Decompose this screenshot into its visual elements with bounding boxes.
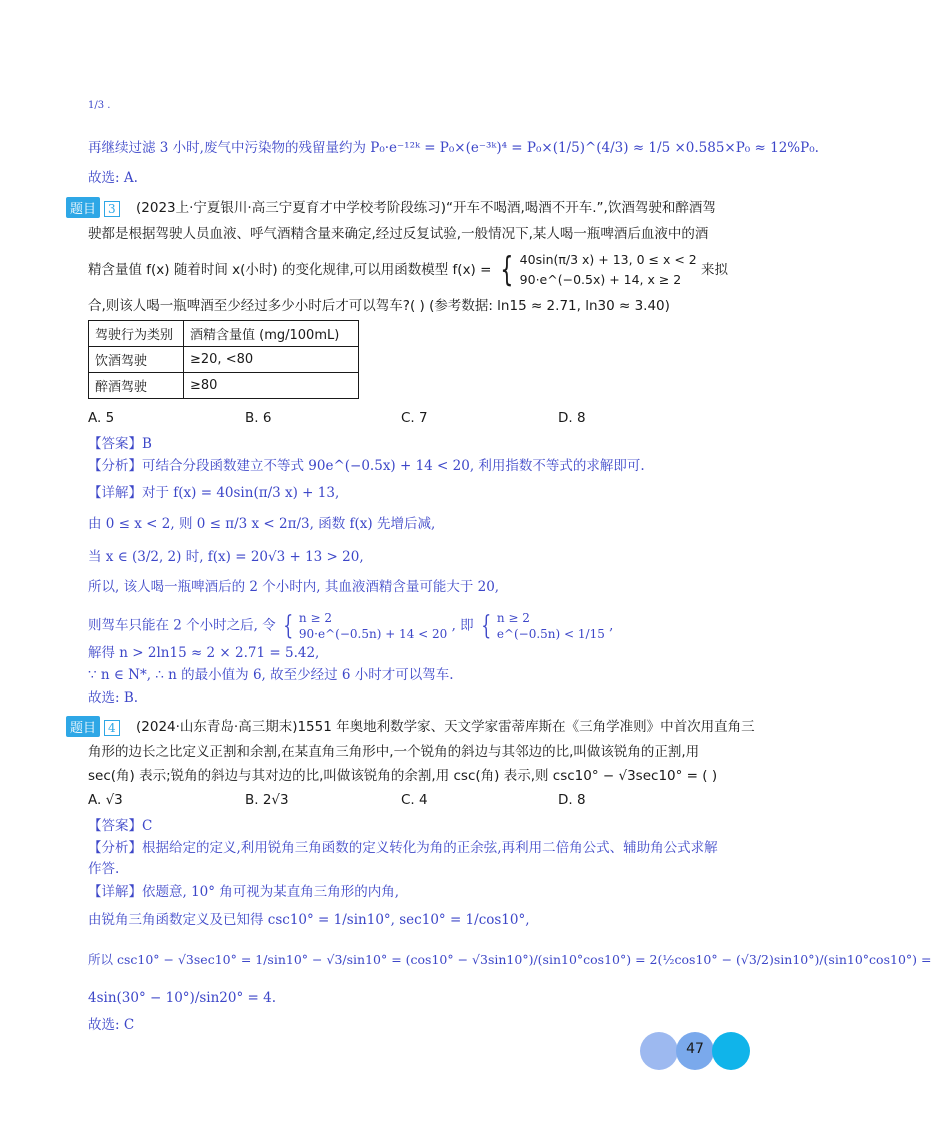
alcohol-table (88, 320, 359, 399)
q3-line4: 合,则该人喝一瓶啤酒至少经过多少小时后才可以驾车?( ) (参考数据: ln15 ≈ 2.71, ln30 ≈ 3.40) (88, 298, 670, 314)
system-1 (299, 610, 447, 642)
badge-circle (640, 1032, 678, 1070)
table-row (89, 347, 359, 373)
top-fragment: 1/3 . (88, 100, 111, 111)
brace: { (500, 250, 514, 290)
q3-detail2: 由 0 ≤ x < 2, 则 0 ≤ π/3 x < 2π/3, 函数 f(x) 先增后减, (88, 516, 436, 532)
q4-detail3: 所以 csc10° − √3sec10° = 1/sin10° − √3/sin10° = (cos10° − √3sin10°)/(sin10°cos10°) = 2(½cos10° − (√3/2)sin10°)/(sin10°cos10°) = (88, 952, 931, 967)
q4-line3: sec(角) 表示;锐角的斜边与其对边的比,叫做该锐角的余割,用 csc(角) 表示,则 csc10° − √3sec10° = ( ) (88, 768, 718, 784)
system-2-row: e^(−0.5n) < 1/15 (496, 627, 605, 641)
option-d[interactable]: D. 8 (558, 410, 586, 426)
q3-detail5 (88, 610, 613, 642)
p1-line1: 再继续过滤 3 小时,废气中污染物的残留量约为 P₀·e⁻¹²ᵏ = P₀×(e⁻³ᵏ)⁴ = P₀×(1/5)^(4/3) ≈ 1/5 ×0.585×P₀ ≈ 12%P₀. (88, 140, 819, 156)
question-number: 3 (104, 201, 120, 217)
q4-final: 故选: C (88, 1017, 135, 1033)
option-c[interactable]: C. 7 (401, 410, 428, 426)
question-4-tag (66, 716, 120, 737)
system-1-row: n ≥ 2 (298, 611, 332, 625)
option-a[interactable]: A. √3 (88, 792, 123, 808)
brace: { (481, 611, 492, 641)
system-2-row: n ≥ 2 (496, 611, 530, 625)
q3-line2: 驶都是根据驾驶人员血液、呼气酒精含量来确定,经过反复试验,一般情况下,某人喝一瓶啤酒后血液中的酒 (88, 226, 709, 242)
page-number-badge (640, 1032, 752, 1070)
piecewise-cases (520, 250, 697, 290)
q3-detail7: ∵ n ∈ N*, ∴ n 的最小值为 6, 故至少经过 6 小时才可以驾车. (88, 667, 454, 683)
q3-final: 故选: B. (88, 690, 139, 706)
table-cell: 饮酒驾驶 (89, 347, 184, 373)
q3-detail6: 解得 n > 2ln15 ≈ 2 × 2.71 = 5.42, (88, 645, 320, 661)
detail5-end: , (609, 617, 614, 634)
table-cell: 醉酒驾驶 (89, 373, 184, 399)
table-cell: ≥80 (184, 373, 359, 399)
table-header-row (89, 321, 359, 347)
page-number: 47 (686, 1041, 704, 1057)
question-label: 题目 (66, 716, 100, 737)
option-c[interactable]: C. 4 (401, 792, 428, 808)
p1-answer: 故选: A. (88, 170, 138, 186)
question-3-tag (66, 197, 120, 218)
brace: { (283, 611, 294, 641)
option-a[interactable]: A. 5 (88, 410, 115, 426)
detail5-join: , 即 (451, 617, 474, 634)
q3-detail3: 当 x ∈ (3/2, 2) 时, f(x) = 20√3 + 13 > 20, (88, 549, 364, 565)
table-header: 酒精含量值 (mg/100mL) (184, 321, 359, 347)
q4-detail1: 【详解】依题意, 10° 角可视为某直角三角形的内角, (88, 884, 400, 900)
question-label: 题目 (66, 197, 100, 218)
option-b[interactable]: B. 2√3 (245, 792, 289, 808)
case-1: 40sin(π/3 x) + 13, 0 ≤ x < 2 (519, 252, 697, 267)
option-b[interactable]: B. 6 (245, 410, 272, 426)
q4-line2: 角形的边长之比定义正割和余割,在某直角三角形中,一个锐角的斜边与其邻边的比,叫做该锐角的正割,用 (88, 744, 700, 760)
q3-line3 (88, 250, 728, 290)
table-header: 驾驶行为类别 (89, 321, 184, 347)
q4-detail2: 由锐角三角函数定义及已知得 csc10° = 1/sin10°, sec10° = 1/cos10°, (88, 912, 530, 928)
table-row (89, 373, 359, 399)
system-1-row: 90·e^(−0.5n) + 14 < 20 (298, 627, 448, 641)
q4-answer: 【答案】C (88, 818, 153, 834)
option-d[interactable]: D. 8 (558, 792, 586, 808)
q4-analysis1: 【分析】根据给定的定义,利用锐角三角函数的定义转化为角的正余弦,再利用二倍角公式、辅助角公式求解 (88, 840, 718, 856)
question-number: 4 (104, 720, 120, 736)
badge-circle (712, 1032, 750, 1070)
q4-line1: (2024·山东青岛·高三期末)1551 年奥地利数学家、天文学家雷蒂库斯在《三角学准则》中首次用直角三 (136, 719, 755, 735)
q4-detail4: 4sin(30° − 10°)/sin20° = 4. (88, 990, 277, 1006)
system-2 (497, 610, 605, 642)
q4-analysis2: 作答. (88, 861, 120, 877)
q3-line1: (2023上·宁夏银川·高三宁夏育才中学校考阶段练习)“开车不喝酒,喝酒不开车.”,饮酒驾驶和醉酒驾 (136, 200, 716, 216)
q3-detail4: 所以, 该人喝一瓶啤酒后的 2 个小时内, 其血液酒精含量可能大于 20, (88, 579, 500, 595)
table-cell: ≥20, <80 (184, 347, 359, 373)
q3-answer: 【答案】B (88, 436, 152, 452)
q3-line3-text: 精含量值 f(x) 随着时间 x(小时) 的变化规律,可以用函数模型 f(x) = (88, 262, 492, 278)
detail5-text: 则驾车只能在 2 个小时之后, 令 (88, 617, 276, 634)
q3-analysis: 【分析】可结合分段函数建立不等式 90e^(−0.5x) + 14 < 20, 利用指数不等式的求解即可. (88, 458, 645, 474)
q3-detail1: 【详解】对于 f(x) = 40sin(π/3 x) + 13, (88, 485, 340, 501)
q3-line3-tail: 来拟 (701, 262, 729, 278)
case-2: 90·e^(−0.5x) + 14, x ≥ 2 (519, 272, 682, 287)
